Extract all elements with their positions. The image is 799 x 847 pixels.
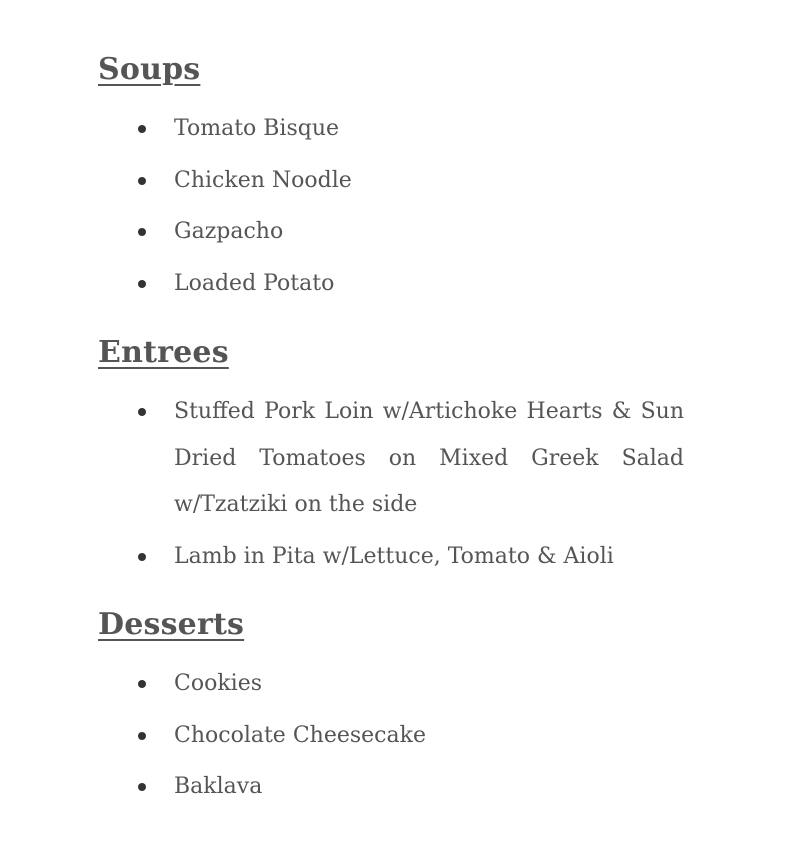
bullet-icon [138,680,146,688]
list-item [98,713,684,760]
soups-list [98,106,684,307]
section-title-entrees: Entrees [98,335,229,370]
bullet-icon [138,783,146,791]
section-title-desserts: Desserts [98,607,245,642]
section-title-soups: Soups [98,52,201,87]
list-item [98,389,684,529]
list-item-text: Chicken Noodle [174,167,352,193]
list-item-text: Gazpacho [174,219,284,244]
bullet-icon [138,228,146,236]
section-entrees [98,333,684,585]
list-item-text: Baklava [174,774,263,799]
bullet-icon [138,125,146,133]
bullet-icon [138,177,146,185]
list-item [98,661,684,708]
list-item-text: Lamb in Pita w/Lettuce, Tomato & Aioli [174,543,614,569]
list-item [98,106,684,153]
list-item [98,764,684,811]
bullet-icon [138,280,146,288]
list-item [98,261,684,308]
list-item [98,534,684,581]
section-soups [98,50,684,312]
entrees-list [98,389,684,580]
list-item-text: Chocolate Cheesecake [174,722,426,748]
section-desserts [98,605,684,816]
list-item-text: Tomato Bisque [174,116,340,141]
bullet-icon [138,408,146,416]
list-item-text: Loaded Potato [174,270,335,296]
list-item-text: Cookies [174,671,262,696]
desserts-list [98,661,684,811]
list-item [98,158,684,205]
list-item [98,209,684,256]
list-item-text: Stuffed Pork Loin w/Artichoke Hearts & Sun Dried Tomatoes on Mixed Greek Salad w/Tzatziki on the side [174,399,684,517]
bullet-icon [138,553,146,561]
bullet-icon [138,732,146,740]
